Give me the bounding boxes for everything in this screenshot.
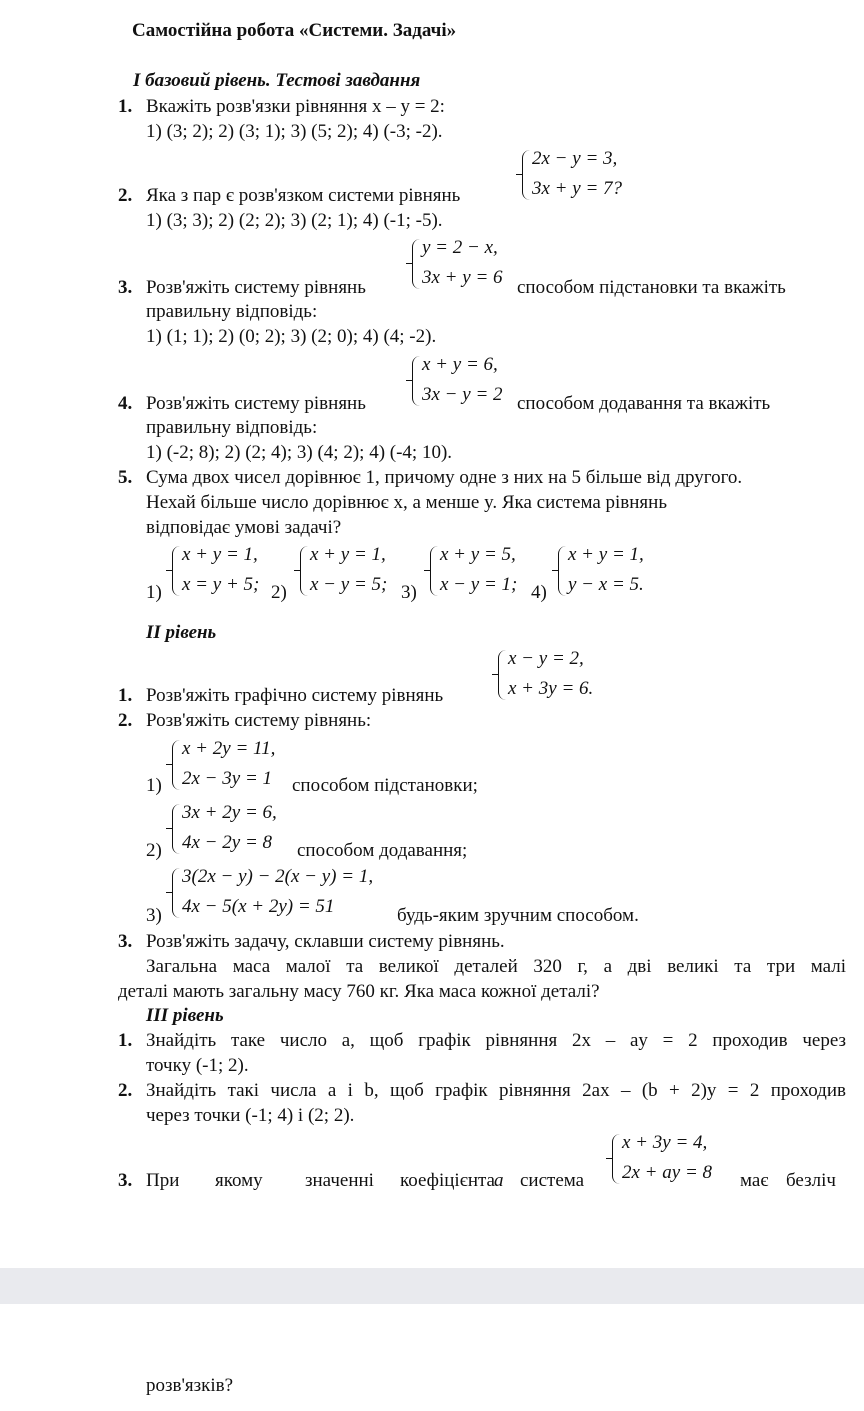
equation-system (412, 237, 522, 291)
task-number: 3. (118, 277, 133, 298)
equation: 2x − y = 3, (532, 148, 618, 169)
task-text: Розв'яжіть графічно систему рівнянь (146, 685, 444, 706)
page-title: Самостійна робота «Системи. Задачі» (132, 20, 457, 41)
equation-system (300, 544, 400, 598)
task-text: відповідає умові задачі? (146, 517, 342, 538)
brace-icon (172, 868, 180, 918)
task-text-after: способом додавання та вкажіть (517, 393, 771, 414)
equation-system (498, 648, 608, 702)
equation: x + y = 1, (310, 544, 386, 565)
task-text-after: способом підстановки та вкажіть (517, 277, 786, 298)
brace-icon (430, 546, 438, 596)
equation-system (412, 354, 522, 408)
equation: 3(2x − y) − 2(x − y) = 1, (182, 866, 374, 887)
equation: 4x − 5(x + 2y) = 51 (182, 896, 335, 917)
part-label: 1) (146, 775, 162, 796)
task-word: коефіцієнта (400, 1170, 495, 1191)
part-label: 3) (146, 905, 162, 926)
task-word: система (520, 1170, 585, 1191)
task-text: Знайдіть такі числа a і b, щоб графік рівняння 2ax – (b + 2)y = 2 проходив (146, 1080, 846, 1101)
method-text: способом підстановки; (292, 775, 478, 796)
task-word: якому (215, 1170, 263, 1191)
equation-system (430, 544, 530, 598)
equation: x + 2y = 11, (182, 738, 276, 759)
equation: x = y + 5; (182, 574, 260, 595)
task-text: Розв'яжіть систему рівнянь: (146, 710, 372, 731)
task-text: Загальна маса малої та великої деталей 320 г, а дві великі та три малі (146, 956, 846, 977)
task-word: a (494, 1170, 504, 1191)
level3-heading: ІІІ рівень (146, 1005, 224, 1026)
task-text: Розв'яжіть систему рівнянь (146, 393, 366, 414)
equation-system (558, 544, 658, 598)
task-answers: 1) (3; 2); 2) (3; 1); 3) (5; 2); 4) (-3; -2). (146, 121, 443, 142)
equation: 2x + ay = 8 (622, 1162, 713, 1183)
task-text: Яка з пар є розв'язком системи рівнянь (146, 185, 461, 206)
task-number: 1. (118, 685, 133, 706)
level2-heading: ІІ рівень (146, 622, 217, 643)
task-number: 1. (118, 96, 133, 117)
page-separator (0, 1268, 864, 1304)
task-answers: 1) (3; 3); 2) (2; 2); 3) (2; 1); 4) (-1; -5). (146, 210, 443, 231)
page-2 (0, 1304, 864, 1411)
task-number: 3. (118, 1170, 133, 1191)
brace-icon (558, 546, 566, 596)
equation-system (172, 866, 392, 920)
equation: 3x + y = 7? (532, 178, 623, 199)
option-label: 3) (401, 582, 417, 603)
equation-system (522, 148, 652, 202)
task-text: Розв'яжіть задачу, склавши систему рівнянь. (146, 931, 505, 952)
task-number: 2. (118, 185, 133, 206)
task-number: 3. (118, 931, 133, 952)
equation: x + y = 1, (568, 544, 644, 565)
equation: x − y = 1; (440, 574, 518, 595)
equation: 3x + 2y = 6, (182, 802, 277, 823)
brace-icon (300, 546, 308, 596)
task-word: значенні (305, 1170, 374, 1191)
equation: 4x − 2y = 8 (182, 832, 273, 853)
task-number: 1. (118, 1030, 133, 1051)
equation: 2x − 3y = 1 (182, 768, 273, 789)
equation: x + y = 6, (422, 354, 498, 375)
task-text-continuation: розв'язків? (146, 1375, 234, 1396)
task-word: має (740, 1170, 769, 1191)
equation-system (172, 802, 292, 856)
task-text: через точки (-1; 4) і (2; 2). (146, 1105, 355, 1126)
equation: 3x − y = 2 (422, 384, 503, 405)
brace-icon (172, 804, 180, 854)
equation: x − y = 2, (508, 648, 584, 669)
equation: x + y = 1, (182, 544, 258, 565)
task-answers: 1) (1; 1); 2) (0; 2); 3) (2; 0); 4) (4; -2). (146, 326, 437, 347)
task-text: деталі мають загальну масу 760 кг. Яка маса кожної деталі? (118, 981, 600, 1002)
brace-icon (498, 650, 506, 700)
task-text: точку (-1; 2). (146, 1055, 249, 1076)
task-text: правильну відповідь: (146, 301, 318, 322)
brace-icon (612, 1134, 620, 1184)
level1-heading: І базовий рівень. Тестові завдання (133, 70, 421, 91)
brace-icon (412, 356, 420, 406)
task-word: При (146, 1170, 180, 1191)
brace-icon (522, 150, 530, 200)
equation: x + 3y = 6. (508, 678, 594, 699)
method-text: будь-яким зручним способом. (397, 905, 639, 926)
brace-icon (172, 546, 180, 596)
task-text: Розв'яжіть систему рівнянь (146, 277, 366, 298)
equation-system (172, 544, 272, 598)
task-text: правильну відповідь: (146, 417, 318, 438)
equation: x + y = 5, (440, 544, 516, 565)
equation-system (172, 738, 292, 792)
option-label: 1) (146, 582, 162, 603)
task-text: Вкажіть розв'язки рівняння x – y = 2: (146, 96, 445, 117)
task-number: 4. (118, 393, 133, 414)
option-label: 2) (271, 582, 287, 603)
equation: x + 3y = 4, (622, 1132, 708, 1153)
task-number: 2. (118, 710, 133, 731)
task-number: 2. (118, 1080, 133, 1101)
equation-system (612, 1132, 732, 1186)
task-word: безліч (786, 1170, 836, 1191)
option-label: 4) (531, 582, 547, 603)
task-text: Знайдіть таке число a, щоб графік рівняння 2x – ay = 2 проходив через (146, 1030, 846, 1051)
equation: y − x = 5. (568, 574, 644, 595)
equation: x − y = 5; (310, 574, 388, 595)
equation: y = 2 − x, (422, 237, 498, 258)
method-text: способом додавання; (297, 840, 468, 861)
task-answers: 1) (-2; 8); 2) (2; 4); 3) (4; 2); 4) (-4; 10). (146, 442, 453, 463)
brace-icon (172, 740, 180, 790)
task-text: Сума двох чисел дорівнює 1, причому одне з них на 5 більше від другого. (146, 467, 743, 488)
task-number: 5. (118, 467, 133, 488)
part-label: 2) (146, 840, 162, 861)
equation: 3x + y = 6 (422, 267, 503, 288)
task-text: Нехай більше число дорівнює x, а менше y. Яка система рівнянь (146, 492, 668, 513)
brace-icon (412, 239, 420, 289)
